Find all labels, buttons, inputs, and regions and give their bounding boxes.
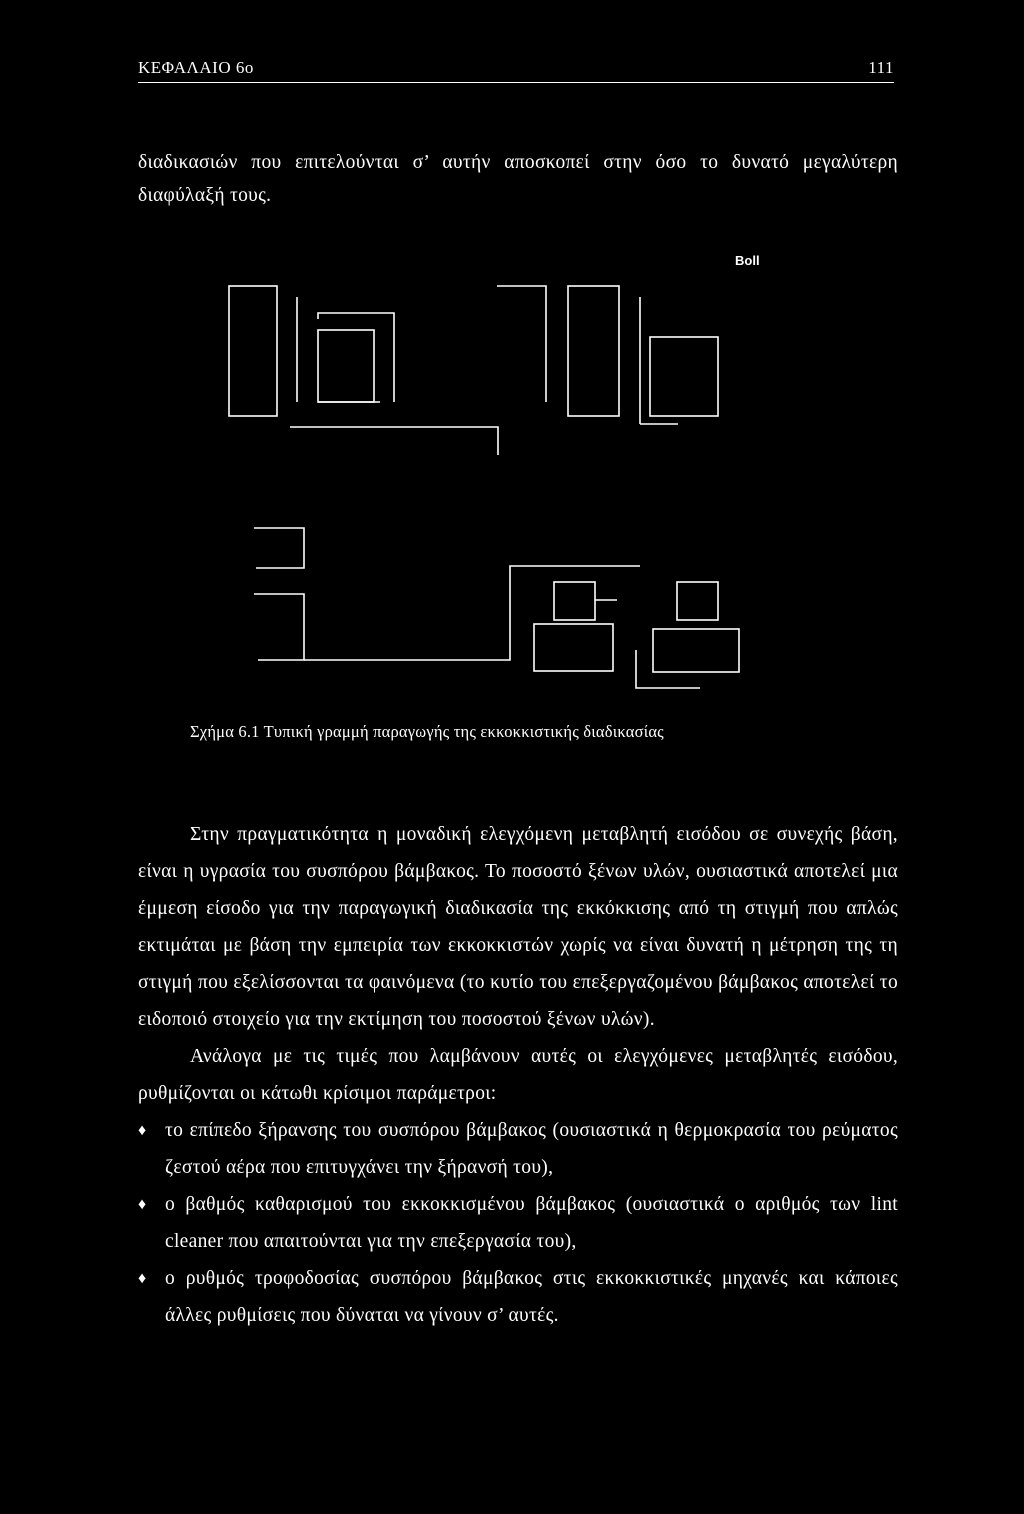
conveyor-line	[636, 650, 700, 688]
conveyor-line	[254, 528, 304, 568]
list-item-text: ο ρυθμός τροφοδοσίας συσπόρου βάμβακος στις εκκοκκιστικές μηχανές και κάποιες άλλες ρυθμίσεις που δύναται να γίνουν σ’ αυτές.	[165, 1268, 898, 1326]
figure-caption: Σχήμα 6.1 Τυπική γραμμή παραγωγής της εκκοκκιστικής διαδικασίας	[190, 722, 664, 741]
list-item	[138, 1260, 898, 1334]
machine-box	[568, 286, 619, 416]
machine-box	[229, 286, 277, 416]
conveyor-line	[318, 313, 394, 402]
diamond-bullet-icon: ♦	[138, 1196, 147, 1213]
conveyor-line	[304, 566, 640, 660]
machine-box	[318, 330, 374, 402]
list-item-text: ο βαθμός καθαρισμού του εκκοκκισμένου βάμβακος (ουσιαστικά ο αριθμός των lint cleaner που απαιτούνται για την επεξεργασία του),	[165, 1194, 898, 1252]
figure-brand-label: Boll	[735, 253, 760, 268]
intro-paragraph: διαδικασιών που επιτελούνται σ’ αυτήν αποσκοπεί στην όσο το δυνατό μεγαλύτερη διαφύλαξή τους.	[138, 152, 898, 206]
production-line-diagram	[0, 0, 1024, 700]
body-text	[138, 816, 898, 1334]
machine-box	[534, 624, 613, 671]
chapter-title: ΚΕΦΑΛΑΙΟ 6ο	[138, 58, 254, 77]
diamond-bullet-icon: ♦	[138, 1270, 147, 1287]
conveyor-line	[290, 427, 498, 455]
diamond-bullet-icon: ♦	[138, 1122, 147, 1139]
machine-box	[653, 629, 739, 672]
parameter-list	[138, 1112, 898, 1334]
paragraph: Στην πραγματικότητα η μοναδική ελεγχόμενη μεταβλητή εισόδου σε συνεχής βάση, είναι η υγρασία του συσπόρου βάμβακος. Το ποσοστό ξένων υλών, ουσιαστικά αποτελεί μια έμμεση είσοδο για την παραγωγική διαδικασία της εκκόκκισης από τη στιγμή που απλώς εκτιμάται με βάση την εμπειρία των εκκοκκιστών χωρίς να είναι δυνατή η μέτρηση της τη στιγμή που εξελίσσονται τα φαινόμενα (το κυτίο του επεξεργαζομένου βάμβακος αποτελεί το ειδοποιό στοιχείο για την εκτίμηση του ποσοστού ξένων υλών).	[138, 824, 898, 1030]
machine-box	[677, 582, 718, 620]
paragraph: Ανάλογα με τις τιμές που λαμβάνουν αυτές οι ελεγχόμενες μεταβλητές εισόδου, ρυθμίζονται οι κάτωθι κρίσιμοι παράμετροι:	[138, 1046, 898, 1104]
list-item-text: το επίπεδο ξήρανσης του συσπόρου βάμβακος (ουσιαστικά η θερμοκρασία του ρεύματος ζεστού αέρα που επιτυγχάνει την ξήρανσή του),	[165, 1120, 898, 1178]
machine-box	[650, 337, 718, 416]
conveyor-line	[497, 286, 546, 402]
list-item	[138, 1186, 898, 1260]
page-number: 111	[868, 58, 894, 77]
machine-box	[554, 582, 595, 620]
conveyor-line	[254, 594, 304, 660]
list-item	[138, 1112, 898, 1186]
